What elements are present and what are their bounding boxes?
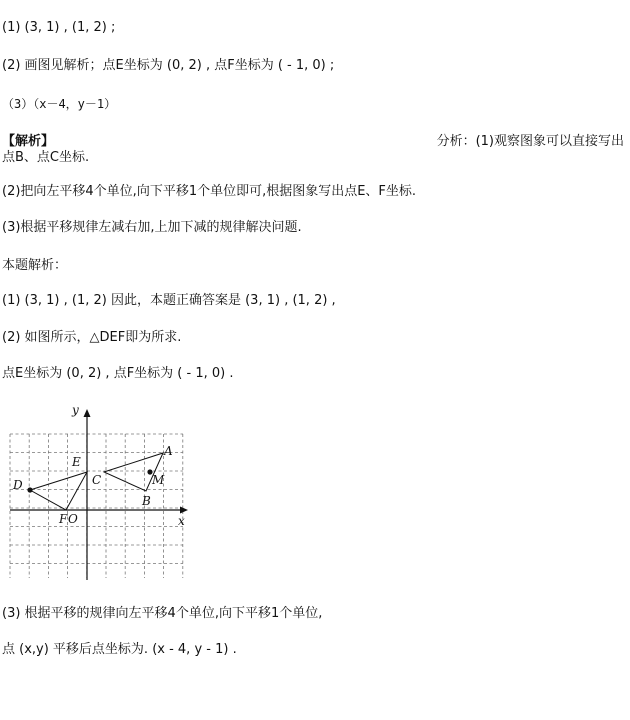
label-o: O [68,512,78,526]
grid-lines [10,434,183,578]
label-x: x [178,514,185,528]
triangle-def [30,472,87,510]
solution-step1: (1) (3, 1) , (1, 2) 因此，本题正确答案是 (3, 1) , (1, 2) , [2,293,336,308]
point-d [27,487,32,492]
label-m: M [152,473,165,487]
solution-step3: 点E坐标为 (0, 2) , 点F坐标为 ( - 1, 0) . [2,366,234,381]
solution-step5: 点 (x,y) 平移后点坐标为. (x - 4, y - 1) . [2,642,237,657]
analysis-heading: 【解析】 [2,134,55,149]
y-axis-arrow [84,409,91,417]
solution-step4: (3) 根据平移的规律向左平移4个单位,向下平移1个单位, [2,606,323,621]
analysis-line1: 点B、点C坐标. [2,150,90,165]
label-b: B [142,494,151,508]
label-d: D [13,478,23,492]
label-f: F [59,512,68,526]
solution-step2: (2) 如图所示，△DEF即为所求. [2,330,182,345]
answer-part1: (1) (3, 1) , (1, 2) ; [2,20,116,35]
answer-part3: （3）（x－4，y－1） [2,97,117,111]
x-axis-arrow [180,507,188,514]
answer-part2: (2) 画图见解析；点E坐标为 (0, 2) , 点F坐标为 ( - 1, 0) ; [2,58,335,73]
coordinate-figure [0,398,200,588]
label-a: A [164,444,173,458]
analysis-intro: 分析：(1)观察图象可以直接写出 [436,134,624,149]
label-c: C [92,473,102,487]
label-y: y [72,403,79,417]
solution-heading: 本题解析： [2,258,68,273]
analysis-line3: (3)根据平移规律左减右加,上加下减的规律解决问题. [2,220,302,235]
label-e: E [72,455,81,469]
analysis-line2: (2)把向左平移4个单位,向下平移1个单位即可,根据图象写出点E、F坐标. [2,184,417,199]
